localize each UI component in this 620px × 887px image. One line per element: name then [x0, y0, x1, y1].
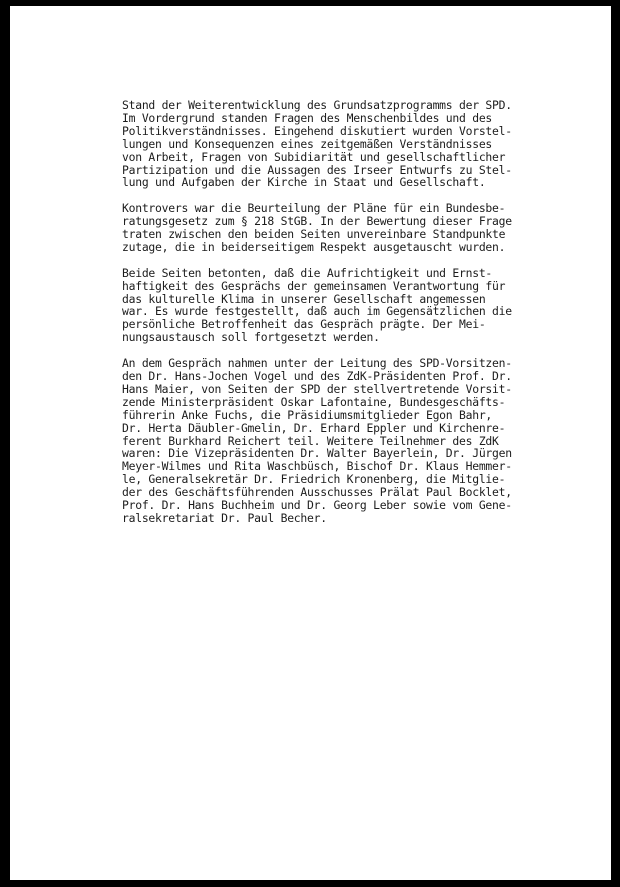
text-line: war. Es wurde festgestellt, daß auch im Gegensätzlichen die: [122, 304, 512, 319]
text-line: ralsekretariat Dr. Paul Becher.: [122, 510, 327, 525]
text-line: traten zwischen den beiden Seiten unvereinbare Standpunkte: [122, 227, 506, 242]
paragraph-conclusion: [122, 267, 556, 344]
text-line: lung und Aufgaben der Kirche in Staat und Gesellschaft.: [122, 175, 486, 190]
text-line: das kulturelle Klima in unserer Gesellschaft angemessen: [122, 291, 486, 306]
text-line: führerin Anke Fuchs, die Präsidiumsmitglieder Egon Bahr,: [122, 407, 493, 422]
text-line: ratungsgesetz zum § 218 StGB. In der Bewertung dieser Frage: [122, 214, 512, 229]
document-page: [10, 6, 611, 880]
text-line: Prof. Dr. Hans Buchheim und Dr. Georg Leber sowie vom Gene-: [122, 498, 512, 513]
text-line: An dem Gespräch nahmen unter der Leitung des SPD-Vorsitzen-: [122, 356, 512, 371]
body-text: [122, 99, 556, 538]
text-line: zende Ministerpräsident Oskar Lafontaine, Bundesgeschäfts-: [122, 394, 506, 409]
text-line: ferent Burkhard Reichert teil. Weitere Teilnehmer des ZdK: [122, 433, 499, 448]
text-line: haftigkeit des Gesprächs der gemeinsamen Verantwortung für: [122, 278, 506, 293]
text-line: Stand der Weiterentwicklung des Grundsatzprogramms der SPD.: [122, 98, 512, 112]
text-line: waren: Die Vizepräsidenten Dr. Walter Bayerlein, Dr. Jürgen: [122, 446, 512, 461]
paragraph-controversy: [122, 202, 556, 254]
text-line: persönliche Betroffenheit das Gespräch prägte. Der Mei-: [122, 317, 486, 332]
paragraph-participants: [122, 357, 556, 525]
text-line: zutage, die in beiderseitigem Respekt ausgetauscht wurden.: [122, 239, 506, 254]
text-line: der des Geschäftsführenden Ausschusses Prälat Paul Bocklet,: [122, 485, 512, 500]
text-line: Kontrovers war die Beurteilung der Pläne für ein Bundesbe-: [122, 201, 506, 216]
text-line: lungen und Konsequenzen eines zeitgemäßen Verständnisses: [122, 136, 493, 151]
paragraph-program-discussion: [122, 99, 556, 189]
text-line: von Arbeit, Fragen von Subidiarität und gesellschaftlicher: [122, 149, 506, 164]
text-line: nungsaustausch soll fortgesetzt werden.: [122, 330, 380, 345]
text-line: Meyer-Wilmes und Rita Waschbüsch, Bischof Dr. Klaus Hemmer-: [122, 459, 512, 474]
text-line: Dr. Herta Däubler-Gmelin, Dr. Erhard Eppler und Kirchenre-: [122, 420, 506, 435]
text-line: den Dr. Hans-Jochen Vogel und des ZdK-Präsidenten Prof. Dr.: [122, 368, 512, 383]
text-line: le, Generalsekretär Dr. Friedrich Kronenberg, die Mitglie-: [122, 472, 506, 487]
text-line: Beide Seiten betonten, daß die Aufrichtigkeit und Ernst-: [122, 265, 493, 280]
text-line: Hans Maier, von Seiten der SPD der stellvertretende Vorsit-: [122, 381, 512, 396]
text-line: Im Vordergrund standen Fragen des Menschenbildes und des: [122, 110, 493, 125]
text-line: Partizipation und die Aussagen des Irseer Entwurfs zu Stel-: [122, 162, 512, 177]
text-line: Politikverständnisses. Eingehend diskutiert wurden Vorstel-: [122, 123, 512, 138]
